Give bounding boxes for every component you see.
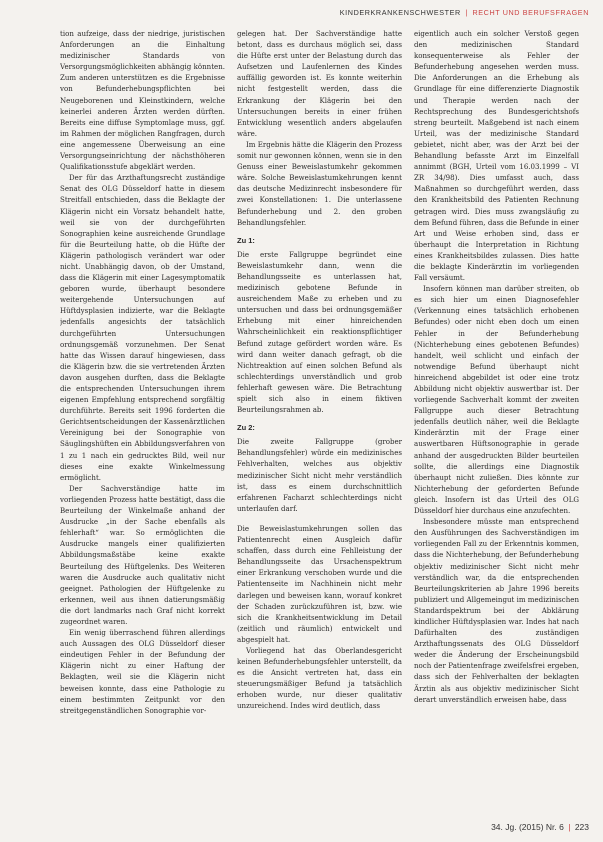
article-body	[60, 28, 579, 806]
paragraph: Die Beweislastumkehrungen sollen das Patientenrecht einen Ausgleich dafür schaffen, dass durch eine Fehlleistung der Behandlungsseite das Ursachenspektrum einer Erkrankung verschoben wurde und die Patientenseite im Nachhinein nicht mehr darlegen und beweisen kann, worauf konkret der Schaden zurückzuführen ist, bzw. wie sich die Krankheitsentwicklung im Detail (zeitlich und räumlich) entwickelt und abgespielt hat.	[237, 523, 402, 644]
page-footer	[491, 822, 589, 832]
paragraph: Die erste Fallgruppe begründet eine Beweislastumkehr dann, wenn die Behandlungsseite es unterlassen hat, medizinisch gebotene Befunde in ausreichendem Maße zu erheben und zu untersuchen und dass bei ordnungsgemäßer Erhebung mit einer hinreichenden Wahrscheinlichkeit ein reaktionspflichtiger Befund zutage gefördert worden wäre. Es wird dann weiter danach gefragt, ob die Nichtreaktion auf einen solchen Befund als schlechterdings unverständlich und grob fehlerhaft gewesen wäre. Die Betrachtung spielt sich also in einem fiktiven Beurteilungsrahmen ab.	[237, 249, 402, 415]
paragraph: Insbesondere müsste man entsprechend den Ausführungen des Sachverständigen im vorliegenden Fall zu der Erkenntnis kommen, dass die Nichterhebung, der Befunderhebung objektiv medizinischer Sicht nicht mehr verständlich war, da die entsprechenden Beurteilungskriterien ab Jahre 1996 bereits publiziert und Allgemeingut im medizinischen Standardspektrum bei der Abklärung kindlicher Hüftdysplasien war. Indes hat nach Dafürhalten des zuständigen Arzthaftungssenats des OLG Düsseldorf weder die Änderung der Erscheinungsbild noch der Patientenfrage zweifelsfrei ergeben, dass sich der Fehlverhalten der beklagten Ärztin als aus objektiv medizinischer Sicht derart unverständlich erweisen habe, dass	[414, 517, 579, 704]
paragraph: tion aufzeige, dass der niedrige, juristischen Anforderungen an die Einhaltung medizinischer Standards von Versorgungsmöglichkeiten abhängig könnten. Zum anderen unterstützen es die Ergebnisse von Befunderhebungspflichten bei Neugeborenen und Kleinstkindern, welche keinerlei anderen Ärzten werden dürften. Bereits eine diffuse Symptomlage muss, ggf. im Rahmen der möglichen Rangfragen, durch eine angemessene Überweisung an eine Versorgungseinrichtung der nächsthöheren Qualifikationsstufe abgeklärt werden.	[60, 29, 225, 172]
page-number: 223	[574, 822, 589, 832]
section-heading: Zu 2:	[237, 423, 255, 433]
paragraph: Insofern können man darüber streiten, ob es sich hier um einen Diagnosefehler (Verkennung eines tatsächlich erhobenen Befundes) oder nicht eben doch um einen Fehler in der Befunderhebung (Nichterhebung eines gebotenen Befundes) handelt, weil schlicht und einfach der notwendige Befund überhaupt nicht hinreichend abgebildet ist oder eine trotz Abbildung nicht objektiv auswertbar ist. Der vorliegende Sachverhalt kommt der zweiten Fallgruppe auch dieser Betrachtung jedenfalls deutlich näher, weil die Beklagte Kinderärztin mit der Frage einer auswertbaren Hüftsonographie in gerade anhand der ausgedruckten Bilder beurteilen sollte, die allerdings eine Diagnostik überhaupt nicht zuließen. Dies könnte zur Nichterhebung der geforderten Befunde gleich. Insofern ist das Urteil des OLG Düsseldorf hier durchaus eine anzufechten.	[414, 284, 579, 516]
paragraph: gelegen hat. Der Sachverständige hatte betont, dass es durchaus möglich sei, dass die Hüfte erst unter der Belastung durch das Aufsetzen und Laufenlernen des Kindes auffällig geworden ist. Es konnte weiterhin nicht festgestellt werden, dass die Erkrankung der Klägerin bei den Untersuchungen bereits in einer frühen Entwicklung wesentlich anders abgelaufen wäre.	[237, 29, 402, 138]
running-header	[340, 8, 589, 17]
section-title: RECHT UND BERUFSFRAGEN	[472, 8, 589, 17]
paragraph: Der Sachverständige hatte im vorliegenden Prozess hatte bestätigt, dass die Beurteilung der Winkelmaße anhand der Ausdrucke „in der Sache ebenfalls als fehlerhaft“ war. So ermöglichten die Ausdrucke mangels einer qualifizierten Abbildungsmaßstäbe keine exakte Beurteilung des Hüftgelenks. Des Weiteren waren die Ausdrucke auch qualitativ nicht geeignet. Pathologien der Hüftgelenke zu erkennen, weil aus ihnen datierungsmäßig die dort landmarks nach Graf nicht korrekt zugeordnet waren.	[60, 483, 225, 626]
paragraph: Im Ergebnis hätte die Klägerin den Prozess somit nur gewonnen können, wenn sie in den Genuss einer Beweislastumkehr gekommen wäre. Solche Beweislastumkehrungen kennt das deutsche Medizinrecht insbesondere für zwei Konstellationen: 1. Die unterlassene Befunderhebung und 2. den groben Behandlungsfehler.	[237, 139, 402, 227]
paragraph: Die zweite Fallgruppe (grober Behandlungsfehler) würde ein medizinisches Fehlverhalten, welches aus objektiv medizinischer Sicht nicht mehr verständlich ist, dass es einem durchschnittlich erfahrenen Facharzt schlechterdings nicht unterlaufen darf.	[237, 437, 402, 513]
column-3	[414, 28, 579, 806]
paragraph: Der für das Arzthaftungsrecht zuständige Senat des OLG Düsseldorf hatte in diesem Streitfall entschieden, dass die Beklagte der Klägerin nicht ein Vorsatz behandelt hatte, weil sie von der durchgeführten Sonographien keine ausreichende Grundlage für die Beurteilung hatte, ob die Hüfte der Klägerin pathologisch verändert war oder nicht. Unabhängig davon, ob der Umstand, dass die Klägerin mit einer Lagesymptomatik geboren wurde, überhaupt besondere weitergehende Untersuchungen auf Hüftdysplasien indizierte, war die Beklagte jedenfalls angesichts der tatsächlich durchgeführten Untersuchungen ordnungsgemäß vorzunehmen. Der Senat hatte das Wissen darauf hingewiesen, dass die Klägerin bzw. die sie vertretenden Ärzten davon ausgehen durften, dass die Beklagte die entsprechenden Untersuchungen ihrem eigenen Empfehlung entsprechend sorgfältig durchführte. Bereits seit 1996 forderten die Gerichtsentscheidungen der Kassenärztlichen Vereinigung bei der Sonographie von Säuglingshüften ein Abbildungsverfahren von 1 zu 1 nach ein gedrucktes Bild, weil nur dieses eine exakte Winkelmessung ermöglicht.	[60, 173, 225, 482]
paragraph: eigentlich auch ein solcher Verstoß gegen den medizinischen Standard konsequenterweise als Fehler der Befunderhebung angesehen werden muss. Die Anforderungen an die Erhebung als Grundlage für eine differenzierte Diagnostik und Therapie werden nach der Rechtsprechung des Bundesgerichtshofs streng beurteilt. Maßgebend ist nach einem Urteil, was der medizinische Standard gebietet, nicht aber, was der Arzt bei der Behandlung befasste Arzt im Einzelfall annimmt (BGH, Urteil vom 16.03.1999 – VI ZR 34/98). Dies umfasst auch, dass Maßnahmen so durchgeführt werden, dass den Krankheitsbild des Patienten Rechnung getragen wird. Dies muss zwangsläufig zu dem Befund führen, dass die Befunde in einer Art und Weise erhoben sind, dass er überhaupt die Interpretation in Richtung eines Krankheitsbildes zulassen. Dies hatte die beklagte Kinderärztin im vorliegenden Fall versäumt.	[414, 29, 579, 283]
paragraph: Ein wenig überraschend führen allerdings auch Aussagen des OLG Düsseldorf dieser eindeutigen Fehler in der Befundung der Klägerin nicht zu einer Haftung der Beklagten, weil sie die Klägerin nicht beweisen konnte, dass eine Pathologie zu einem bestimmten Zeitpunkt vor den streitgegenständlichen Sonographie vor-	[60, 628, 225, 715]
footer-separator: |	[568, 822, 571, 832]
column-1	[60, 28, 225, 806]
issue-info: 34. Jg. (2015) Nr. 6	[491, 822, 564, 832]
paragraph-gap	[237, 514, 402, 523]
paragraph: Vorliegend hat das Oberlandesgericht keinen Befunderhebungsfehler unterstellt, da es die Ansicht vertreten hat, dass ein steuerungsmäßiger Befund ja tatsächlich erhoben wurde, nur dieser qualitativ unzureichend. Indes wird deutlich, dass	[237, 645, 402, 711]
section-heading: Zu 1:	[237, 235, 255, 245]
header-separator: |	[465, 8, 468, 17]
journal-title: KINDERKRANKENSCHWESTER	[339, 8, 461, 17]
column-2	[237, 28, 402, 806]
